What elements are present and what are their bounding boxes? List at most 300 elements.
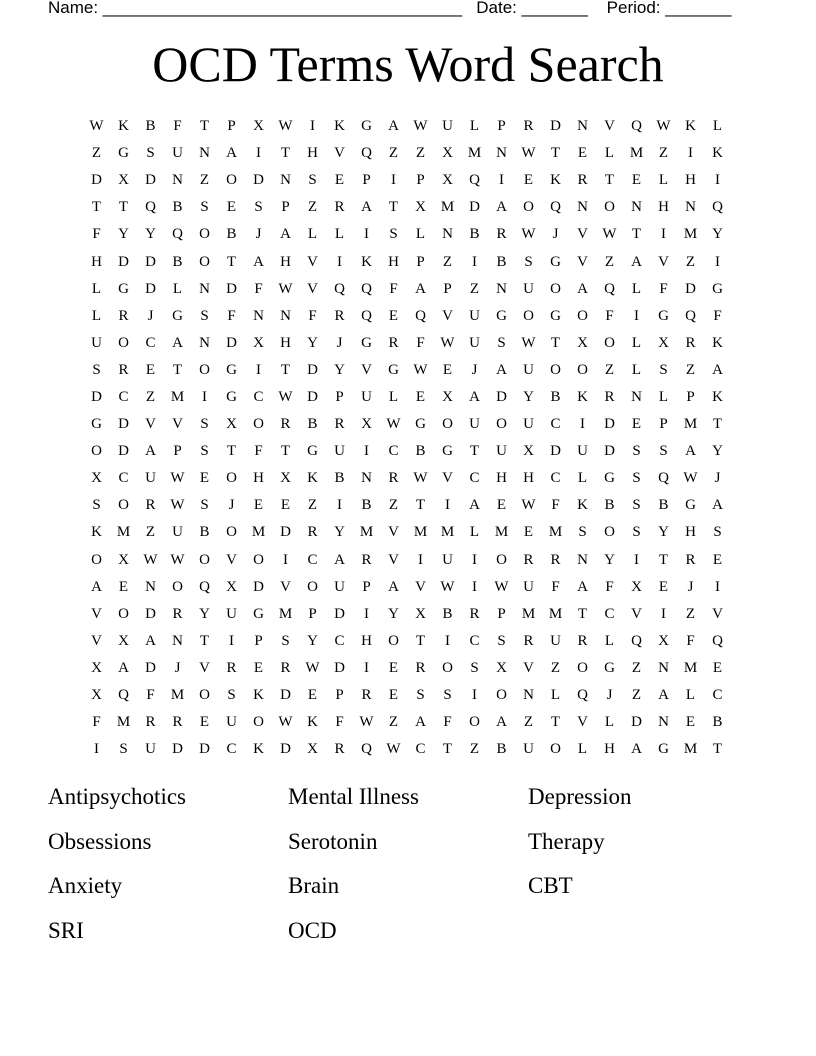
grid-letter: C: [145, 334, 156, 351]
grid-letter: X: [658, 334, 669, 351]
grid-letter: X: [523, 443, 534, 460]
grid-letter: W: [386, 741, 401, 758]
grid-letter: A: [253, 253, 264, 270]
grid-letter: Q: [577, 687, 588, 704]
grid-letter: F: [146, 687, 155, 704]
grid-letter: E: [199, 714, 210, 731]
grid-letter: R: [523, 632, 534, 649]
grid-letter: Y: [334, 361, 345, 378]
grid-letter: V: [307, 280, 318, 297]
grid-letter: V: [91, 605, 102, 622]
grid-letter: P: [497, 605, 506, 622]
grid-letter: Z: [523, 714, 534, 731]
grid-letter: V: [442, 470, 453, 487]
grid-letter: A: [361, 199, 372, 216]
grid-letter: O: [226, 470, 237, 487]
grid-letter: H: [280, 334, 291, 351]
grid-letter: W: [278, 388, 293, 405]
grid-letter: Z: [550, 659, 561, 676]
grid-letter: O: [442, 659, 453, 676]
grid-letter: X: [226, 416, 237, 433]
grid-letter: B: [145, 118, 156, 135]
grid-letter: J: [687, 578, 694, 595]
grid-letter: S: [92, 497, 101, 514]
grid-letter: R: [523, 118, 534, 135]
grid-letter: L: [388, 388, 399, 405]
grid-letter: Y: [388, 605, 399, 622]
grid-letter: O: [199, 687, 210, 704]
grid-letter: O: [91, 443, 102, 460]
grid-letter: T: [712, 741, 723, 758]
grid-letter: I: [391, 172, 396, 189]
grid-letter: I: [364, 605, 369, 622]
grid-letter: P: [173, 443, 182, 460]
grid-letter: Z: [442, 253, 453, 270]
grid-letter: P: [362, 172, 371, 189]
grid-letter: G: [226, 388, 237, 405]
grid-letter: A: [415, 714, 426, 731]
grid-letter: T: [631, 226, 642, 243]
grid-letter: Z: [685, 605, 696, 622]
grid-letter: O: [577, 307, 588, 324]
grid-letter: B: [496, 253, 507, 270]
grid-letter: A: [172, 334, 183, 351]
grid-letter: L: [631, 361, 642, 378]
grid-letter: T: [280, 145, 291, 162]
grid-letter: U: [226, 605, 237, 622]
grid-letter: I: [202, 388, 207, 405]
grid-letter: G: [118, 280, 129, 297]
grid-letter: W: [494, 578, 509, 595]
grid-letter: T: [415, 497, 426, 514]
grid-letter: R: [577, 632, 588, 649]
grid-letter: V: [307, 253, 318, 270]
grid-letter: U: [145, 741, 156, 758]
grid-letter: A: [712, 497, 723, 514]
grid-letter: P: [227, 118, 236, 135]
grid-letter: I: [94, 741, 99, 758]
grid-letter: U: [577, 443, 588, 460]
grid-letter: G: [496, 307, 507, 324]
grid-letter: W: [413, 361, 428, 378]
word-list-item: Depression: [528, 784, 632, 810]
grid-letter: U: [172, 524, 183, 541]
grid-letter: S: [200, 199, 209, 216]
grid-letter: N: [658, 659, 669, 676]
grid-letter: V: [334, 145, 345, 162]
grid-letter: E: [523, 172, 534, 189]
grid-letter: Q: [712, 632, 723, 649]
grid-letter: Z: [631, 659, 642, 676]
grid-letter: X: [91, 470, 102, 487]
grid-letter: V: [577, 253, 588, 270]
grid-letter: A: [577, 578, 588, 595]
grid-letter: S: [443, 687, 452, 704]
grid-letter: U: [172, 145, 183, 162]
grid-letter: Q: [631, 118, 642, 135]
grid-letter: X: [631, 578, 642, 595]
grid-letter: U: [469, 307, 480, 324]
grid-letter: I: [364, 659, 369, 676]
grid-letter: U: [550, 632, 561, 649]
grid-letter: V: [226, 551, 237, 568]
grid-letter: A: [712, 361, 723, 378]
grid-letter: A: [496, 714, 507, 731]
grid-letter: B: [442, 605, 453, 622]
grid-letter: M: [359, 524, 374, 541]
grid-letter: R: [685, 334, 696, 351]
grid-letter: O: [226, 172, 237, 189]
grid-letter: S: [227, 687, 236, 704]
grid-letter: K: [253, 687, 264, 704]
grid-letter: G: [415, 416, 426, 433]
grid-letter: W: [278, 118, 293, 135]
grid-letter: R: [334, 199, 345, 216]
grid-letter: Z: [415, 145, 426, 162]
grid-letter: W: [656, 118, 671, 135]
grid-letter: V: [577, 714, 588, 731]
grid-letter: R: [388, 470, 399, 487]
grid-letter: D: [145, 659, 156, 676]
grid-letter: O: [496, 416, 507, 433]
grid-letter: F: [92, 226, 101, 243]
grid-letter: J: [606, 687, 613, 704]
grid-letter: S: [200, 416, 209, 433]
grid-letter: C: [307, 551, 318, 568]
grid-letter: S: [92, 361, 101, 378]
grid-letter: T: [388, 199, 399, 216]
grid-letter: I: [661, 226, 666, 243]
grid-letter: L: [172, 280, 183, 297]
grid-letter: S: [200, 497, 209, 514]
grid-letter: B: [415, 443, 426, 460]
grid-letter: Q: [172, 226, 183, 243]
grid-letter: J: [714, 470, 721, 487]
grid-letter: A: [685, 443, 696, 460]
grid-letter: F: [92, 714, 101, 731]
grid-letter: K: [253, 741, 264, 758]
grid-letter: U: [523, 416, 534, 433]
grid-letter: U: [145, 470, 156, 487]
grid-letter: M: [521, 605, 536, 622]
grid-letter: O: [550, 741, 561, 758]
grid-letter: K: [712, 145, 723, 162]
grid-letter: D: [226, 334, 237, 351]
grid-letter: N: [631, 199, 642, 216]
grid-letter: S: [416, 687, 425, 704]
grid-letter: H: [658, 199, 669, 216]
grid-letter: Q: [604, 280, 615, 297]
grid-letter: Q: [631, 632, 642, 649]
grid-letter: O: [496, 551, 507, 568]
grid-letter: K: [712, 388, 723, 405]
grid-letter: T: [199, 118, 210, 135]
grid-letter: M: [116, 524, 131, 541]
grid-letter: F: [254, 280, 263, 297]
grid-letter: A: [118, 659, 129, 676]
grid-letter: D: [550, 118, 561, 135]
grid-letter: E: [226, 199, 237, 216]
grid-letter: H: [361, 632, 372, 649]
grid-letter: L: [604, 714, 615, 731]
grid-letter: D: [496, 388, 507, 405]
grid-letter: F: [308, 307, 317, 324]
word-list-item: Serotonin: [288, 828, 378, 854]
word-list-item: OCD: [288, 917, 337, 943]
grid-letter: D: [604, 443, 615, 460]
grid-letter: L: [631, 334, 642, 351]
grid-letter: O: [307, 578, 318, 595]
grid-letter: R: [388, 334, 399, 351]
grid-letter: Z: [199, 172, 210, 189]
grid-letter: N: [172, 172, 183, 189]
grid-letter: D: [118, 443, 129, 460]
grid-letter: E: [199, 470, 210, 487]
grid-letter: E: [388, 687, 399, 704]
grid-letter: Q: [469, 172, 480, 189]
grid-letter: I: [715, 578, 720, 595]
grid-letter: G: [361, 118, 372, 135]
grid-letter: L: [577, 470, 588, 487]
grid-letter: R: [415, 659, 426, 676]
grid-letter: F: [605, 578, 614, 595]
grid-letter: T: [550, 334, 561, 351]
grid-letter: L: [712, 118, 723, 135]
grid-letter: C: [415, 741, 426, 758]
grid-letter: T: [226, 443, 237, 460]
grid-letter: R: [118, 361, 129, 378]
word-list-item: Obsessions: [48, 828, 152, 854]
grid-letter: F: [389, 280, 398, 297]
grid-letter: Z: [685, 253, 696, 270]
grid-letter: S: [200, 307, 209, 324]
grid-letter: W: [278, 280, 293, 297]
grid-letter: C: [118, 470, 129, 487]
grid-letter: X: [658, 632, 669, 649]
grid-letter: D: [145, 280, 156, 297]
grid-letter: P: [362, 578, 371, 595]
grid-letter: Z: [604, 253, 615, 270]
grid-letter: N: [496, 280, 507, 297]
grid-letter: D: [307, 388, 318, 405]
grid-letter: A: [388, 578, 399, 595]
grid-letter: S: [578, 524, 587, 541]
grid-letter: Y: [145, 226, 156, 243]
grid-letter: L: [604, 145, 615, 162]
grid-letter: O: [550, 361, 561, 378]
grid-letter: W: [143, 551, 158, 568]
grid-letter: Z: [91, 145, 102, 162]
grid-letter: B: [172, 199, 183, 216]
grid-letter: R: [361, 551, 372, 568]
grid-letter: S: [632, 470, 641, 487]
grid-letter: O: [496, 687, 507, 704]
grid-letter: C: [469, 470, 480, 487]
grid-letter: T: [415, 632, 426, 649]
grid-letter: T: [550, 145, 561, 162]
grid-letter: A: [145, 443, 156, 460]
grid-letter: X: [280, 470, 291, 487]
grid-letter: N: [361, 470, 372, 487]
grid-letter: V: [361, 361, 372, 378]
grid-letter: X: [442, 388, 453, 405]
grid-letter: U: [442, 551, 453, 568]
grid-letter: A: [334, 551, 345, 568]
grid-letter: H: [604, 741, 615, 758]
grid-letter: E: [442, 361, 453, 378]
grid-letter: B: [496, 741, 507, 758]
grid-letter: U: [442, 118, 453, 135]
grid-letter: S: [659, 443, 668, 460]
grid-letter: F: [416, 334, 425, 351]
grid-letter: V: [523, 659, 534, 676]
grid-letter: D: [685, 280, 696, 297]
word-list-item: Mental Illness: [288, 784, 419, 810]
grid-letter: C: [604, 605, 615, 622]
grid-letter: A: [226, 145, 237, 162]
grid-letter: O: [523, 199, 534, 216]
grid-letter: P: [335, 388, 344, 405]
grid-letter: U: [226, 714, 237, 731]
grid-letter: I: [580, 416, 585, 433]
grid-letter: I: [661, 605, 666, 622]
grid-letter: H: [523, 470, 534, 487]
grid-letter: A: [469, 497, 480, 514]
grid-letter: D: [145, 172, 156, 189]
grid-letter: I: [634, 307, 639, 324]
grid-letter: E: [253, 497, 264, 514]
grid-letter: S: [254, 199, 263, 216]
grid-letter: V: [631, 605, 642, 622]
grid-letter: E: [631, 172, 642, 189]
grid-letter: F: [335, 714, 344, 731]
grid-letter: M: [683, 659, 698, 676]
grid-letter: F: [686, 632, 695, 649]
grid-letter: E: [712, 659, 723, 676]
grid-letter: O: [388, 632, 399, 649]
grid-letter: L: [415, 226, 426, 243]
grid-letter: D: [145, 605, 156, 622]
grid-letter: X: [442, 172, 453, 189]
grid-letter: A: [415, 280, 426, 297]
grid-letter: T: [469, 443, 480, 460]
grid-letter: S: [524, 253, 533, 270]
grid-letter: W: [521, 226, 536, 243]
grid-letter: D: [226, 280, 237, 297]
grid-letter: H: [253, 470, 264, 487]
grid-letter: N: [253, 307, 264, 324]
grid-letter: L: [307, 226, 318, 243]
grid-letter: C: [388, 443, 399, 460]
grid-letter: S: [470, 659, 479, 676]
grid-letter: K: [361, 253, 372, 270]
grid-letter: A: [280, 226, 291, 243]
grid-letter: Y: [712, 443, 723, 460]
grid-letter: S: [200, 443, 209, 460]
grid-letter: D: [118, 253, 129, 270]
grid-letter: E: [307, 687, 318, 704]
grid-letter: C: [550, 416, 561, 433]
grid-letter: R: [334, 741, 345, 758]
grid-letter: I: [688, 145, 693, 162]
grid-letter: Z: [685, 361, 696, 378]
grid-letter: W: [359, 714, 374, 731]
grid-letter: G: [604, 470, 615, 487]
grid-letter: U: [496, 443, 507, 460]
grid-letter: G: [550, 253, 561, 270]
grid-letter: I: [229, 632, 234, 649]
grid-letter: G: [604, 659, 615, 676]
grid-letter: C: [712, 687, 723, 704]
word-list: [48, 775, 768, 953]
grid-letter: A: [469, 388, 480, 405]
grid-letter: X: [91, 659, 102, 676]
grid-letter: H: [496, 470, 507, 487]
grid-letter: D: [91, 172, 102, 189]
grid-letter: T: [91, 199, 102, 216]
grid-letter: T: [712, 416, 723, 433]
grid-letter: E: [388, 659, 399, 676]
grid-letter: D: [145, 253, 156, 270]
grid-letter: M: [440, 524, 455, 541]
grid-letter: T: [577, 605, 588, 622]
grid-letter: F: [227, 307, 236, 324]
grid-letter: L: [91, 307, 102, 324]
grid-letter: B: [712, 714, 723, 731]
grid-letter: L: [685, 687, 696, 704]
grid-letter: B: [307, 416, 318, 433]
grid-letter: B: [334, 470, 345, 487]
grid-letter: J: [552, 226, 559, 243]
grid-letter: I: [445, 632, 450, 649]
grid-letter: K: [91, 524, 102, 541]
grid-letter: O: [226, 524, 237, 541]
grid-letter: W: [413, 118, 428, 135]
grid-letter: E: [280, 497, 291, 514]
grid-letter: Q: [145, 199, 156, 216]
grid-letter: V: [172, 416, 183, 433]
grid-letter: O: [469, 714, 480, 731]
grid-letter: R: [172, 605, 183, 622]
grid-letter: R: [604, 388, 615, 405]
grid-letter: K: [118, 118, 129, 135]
grid-letter: J: [147, 307, 154, 324]
grid-letter: G: [712, 280, 723, 297]
grid-letter: A: [631, 741, 642, 758]
grid-letter: A: [631, 253, 642, 270]
grid-letter: L: [631, 280, 642, 297]
grid-letter: J: [471, 361, 478, 378]
grid-letter: Q: [361, 280, 372, 297]
grid-letter: A: [577, 280, 588, 297]
grid-letter: M: [467, 145, 482, 162]
grid-letter: O: [577, 361, 588, 378]
grid-letter: D: [469, 199, 480, 216]
grid-letter: U: [469, 334, 480, 351]
grid-letter: I: [472, 687, 477, 704]
grid-letter: E: [388, 307, 399, 324]
grid-letter: F: [605, 307, 614, 324]
grid-letter: W: [305, 659, 320, 676]
grid-letter: I: [337, 497, 342, 514]
grid-letter: Q: [550, 199, 561, 216]
grid-letter: I: [472, 578, 477, 595]
grid-letter: E: [712, 551, 723, 568]
grid-letter: D: [172, 741, 183, 758]
grid-letter: H: [685, 172, 696, 189]
grid-letter: V: [658, 253, 669, 270]
grid-letter: X: [118, 632, 129, 649]
